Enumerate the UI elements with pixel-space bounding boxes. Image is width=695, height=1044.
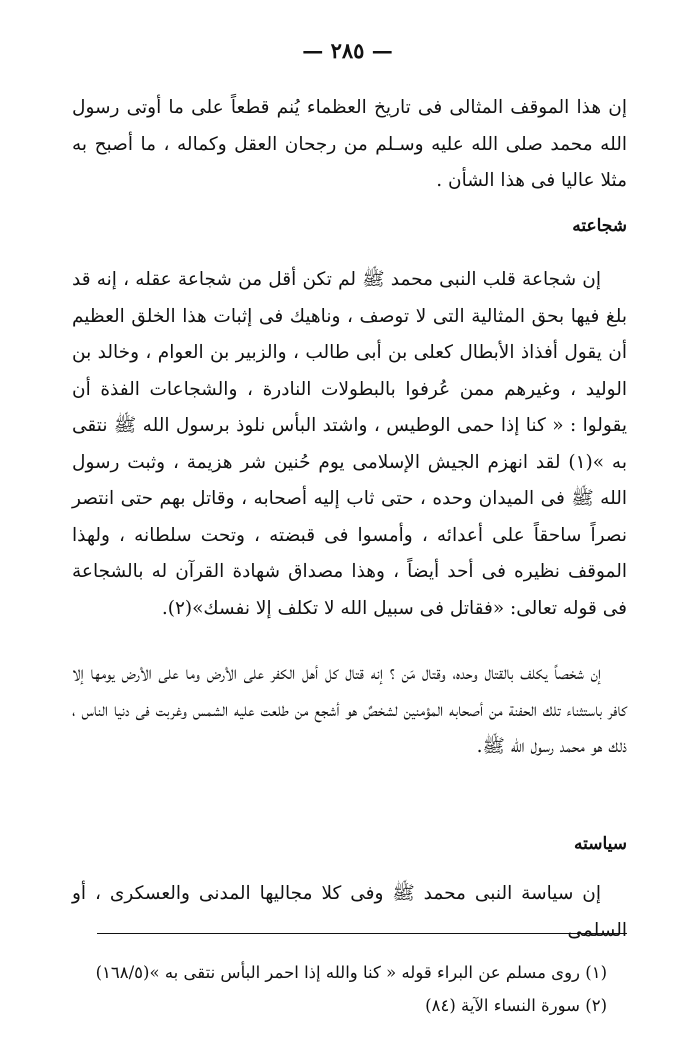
section-heading-politics: سياسته (573, 834, 627, 854)
courage-paragraph-block-1 (72, 262, 627, 627)
courage-paragraph-block-2 (72, 656, 627, 766)
courage-paragraph-1: إن شجاعة قلب النبى محمد ﷺ لم تكن أقل من شجاعة عقله ، إنه قد بلغ فيها بحق المثالية التى لا توصف ، وناهيك فى إثبات هذا الخلق العظيم أن يقول أفذاذ الأبطال كعلى بن أبى طالب ، والزبير بن العوام ، وخالد بن الوليد ، وغيرهم ممن عُرفوا بالبطولات النادرة ، والشجاعات الفذة أن يقولوا : « كنا إذا حمى الوطيس ، واشتد البأس نلوذ برسول الله ﷺ نتقى به »(١) لقد انهزم الجيش الإسلامى يوم حُنين شر هزيمة ، وثبت رسول الله ﷺ فى الميدان وحده ، حتى ثاب إليه أصحابه ، وقاتل بهم حتى انتصر نصراً ساحقاً على أعدائه ، وأمسوا فى قبضته ، وتحت سلطانه ، ولهذا الموقف نظيره فى أحد أيضاً ، وهذا مصداق شهادة القرآن له بالشجاعة فى قوله تعالى: «فقاتل فى سبيل الله لا تكلف إلا نفسك»(٢). (72, 269, 627, 619)
intro-paragraph: إن هذا الموقف المثالى فى تاريخ العظماء يُنم قطعاً على ما أوتى رسول الله محمد صلى الله عليه وسـلم من رجحان العقل وكماله ، ما أصبح به مثلا عاليا فى هذا الشأن . (72, 97, 627, 191)
section-heading-courage: شجاعته (572, 216, 627, 236)
footnotes (87, 956, 607, 1022)
politics-paragraph-1: إن سياسة النبى محمد ﷺ وفى كلا مجاليها المدنى والعسكرى ، أو السلمى (72, 883, 627, 941)
footnote-divider (97, 933, 627, 934)
politics-paragraph-block-1 (72, 876, 627, 949)
courage-paragraph-2: إن شخصاً يكلف بالقتال وحده، وقتال مَن ؟ إنه قتال كل أهل الكفر على الأرض وما على الأرض يومها إلا كافر باستثناء تلك الحفنة من أصحابه المؤمنين لشخصٌ هو أشجع من طلعت عليه الشمس وغربت فى دنيا الناس ، ذلك هو محمد رسول الله ﷺ. (72, 663, 627, 757)
page-number: — ٢٨٥ — (302, 38, 393, 63)
intro-paragraph-block (72, 90, 627, 200)
footnote-1: (١) روى مسلم عن البراء قوله « كنا والله إذا احمر البأس نتقى به »(١٦٨/٥) (95, 963, 607, 982)
footnote-2: (٢) سورة النساء الآية (٨٤) (425, 996, 607, 1015)
